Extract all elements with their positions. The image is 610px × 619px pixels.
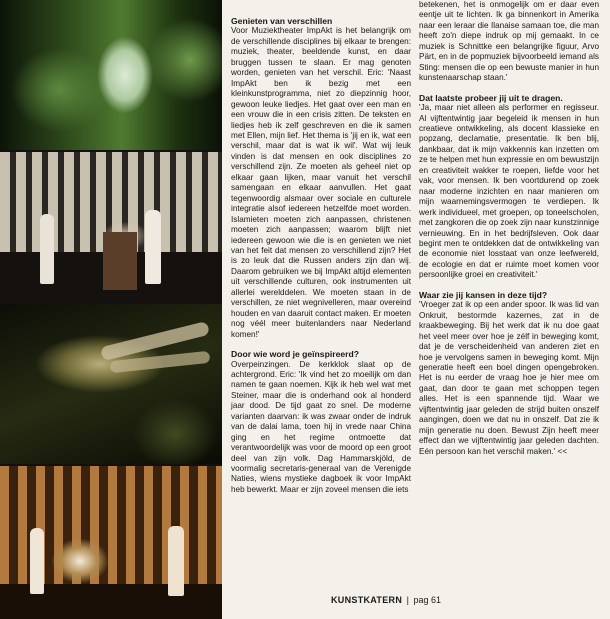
page-number: pag 61 bbox=[413, 595, 442, 605]
section-heading: Dat laatste probeer jij uit te dragen. bbox=[419, 92, 563, 103]
photo-column bbox=[0, 0, 222, 619]
section-heading: Genieten van verschillen bbox=[231, 16, 333, 26]
footer-separator: | bbox=[406, 595, 409, 605]
photo-hand-projection bbox=[0, 304, 222, 464]
photo-stage-lights bbox=[0, 466, 222, 619]
text-column-2 bbox=[419, 0, 599, 466]
body-paragraph: Overpeinzingen. De kerkklok slaat op de achtergrond. Eric: 'Ik vind het zo moeilijk om dan namen te gaan noemen. Kijk ik heb wel wat met Steiner, maar die is onderhand ook al honderd jaar dood. De tijd gaat zo snel. De moderne varianten daarvan: ik was zwaar onder de indruk van de dalai lama, toen hij in vrede naar China ging en het regime ontmoette dat verantwoordelijk was voor de moord op een groot deel van zijn volk. Dag Hammarskjöld, de voormalig secretaris-generaal van de Verenigde Naties, wiens mystieke dagboek ik voor ImpAkt heb bewerkt. Maar er zijn zoveel mensen die iets bbox=[231, 359, 411, 494]
text-column-1 bbox=[231, 16, 411, 504]
magazine-name: KUNSTKATERN bbox=[331, 595, 403, 605]
section-heading: Door wie word je geïnspireerd? bbox=[231, 349, 359, 360]
photo-stage-duo bbox=[0, 152, 222, 302]
photo-performer-green bbox=[0, 0, 222, 150]
page-footer bbox=[331, 595, 441, 605]
section-heading: Waar zie jij kansen in deze tijd? bbox=[419, 289, 548, 300]
body-paragraph: betekenen, het is onmogelijk om er daar even eentje uit te lichten. Ik ga binnenkort in Amerika naar een leraar die Ilanaise samaan toe, die man heeft zo'n diepe indruk op mij gemaakt. In ce muziek is Schnittke een belangrijke figuur, Arvo Pärt, en in de popmuziek bijvoorbeeld iemand als Sting: mensen die op een bewuste manier in hun kunstenaarschap staan.' bbox=[419, 0, 599, 83]
body-paragraph: Voor Muziektheater ImpAkt is het belangrijk om de verschillende disciplines bij elkaar te brengen: muziek, theater, beeldende kunst, en daar bruggen tussen te slaan. Er mag genoten worden, genieten van het verschil. Eric: 'Naast ImpAkt ben ik bezig met een kleinkunstprogramma, niet zo diepzinnig hoor, gewoon leuke liedjes. Het gaat over een man en een vrouw die in een crisis zitten. De teksten en liedjes heb ik zelf geschreven en die ik samen met Ellen, mijn lief. Het thema is 'jij en ik, wat een verschil, maar dat is wat ik wil'. Wat wij leuk vinden is dat mensen en ook disciplines zo verschillend zijn. Ze moeten als geheel niet op elkaar gaan lijken, maar vanuit het verschil samengaan en elkaar aanvullen. Het gaat tegenwoordig alsmaar over sociale en culturele integratie alsof iedereen hetzelfde moet worden. Islamieten moeten zich aanpassen, christenen moeten zich aanpassen; waarom blijft niet iedereen gewoon wie die is en genieten we niet van het feit dat mensen zo verschillend zijn? Het is zo leuk dat die Russen anders zijn dan wij. Daarom gebruiken we bij ImpAkt altijd elementen uit verschillende culturen, ook instrumenten uit allerlei werelddelen. We moeten staan in de verschillen, ze niet wegnivelleren, maar overeind houden en van daaruit contact maken. Er moeten nog véél meer buitenlanders naar Nederland komen!' bbox=[231, 26, 411, 339]
body-paragraph: 'Vroeger zat ik op een ander spoor. Ik was lid van Onkruit, bestormde kazernes, zat in de kraakbeweging. Bij het werk dat ik nu doe gaat het veel meer over hoe je zélf in beweging komt, dat je de verscheidenheid van anderen ziet en hoe je vervolgens samen in beweging komt. Mijn generatie heeft een boel dingen opengebroken. Het is nu eerder de vraag hoe je hier mee om gaat, dan door te gaan met schoppen tegen alles. Het is een spannende tijd. Waar we vijftentwintig jaar geleden de strijd buiten onszelf aangingen, doen we dat nu in onszelf. Dat zie ik mijn generatie nu doen. Bewust Zijn heeft meer effect dan we vijftentwintig jaar geleden dachten. Eén persoon kan het verschil maken.' << bbox=[419, 300, 599, 456]
body-paragraph: 'Ja, maar niet alleen als performer en regisseur. Al vijftentwintig jaar begeleid ik mensen in hun creatieve ontwikkeling, als docent klassieke en popzang, declamatie, presentatie. Ik ben blij, dankbaar, dat ik mijn vakkennis kan inzetten om ze te helpen met hun expressie en om bewustzijn en creativiteit wakker te roepen, liefde voor het vak, voor mensen. Ik ben voortdurend op zoek naar moderne inzichten en naar manieren om mijn waarnemingsvermogen te verdiepen. Ik werk individueel, met groepen, op toneelscholen, met zangkoren die op zoek zijn naar kunstzinnige vernieuwing. En in het bedrijfsleven. Ook daar begint men te ontdekken dat de ontwikkeling van de economie niet losstaat van onze leefwereld, de ecologie en dat er ruimte moet komen voor persoonlijke groei en creativiteit.' bbox=[419, 103, 599, 280]
